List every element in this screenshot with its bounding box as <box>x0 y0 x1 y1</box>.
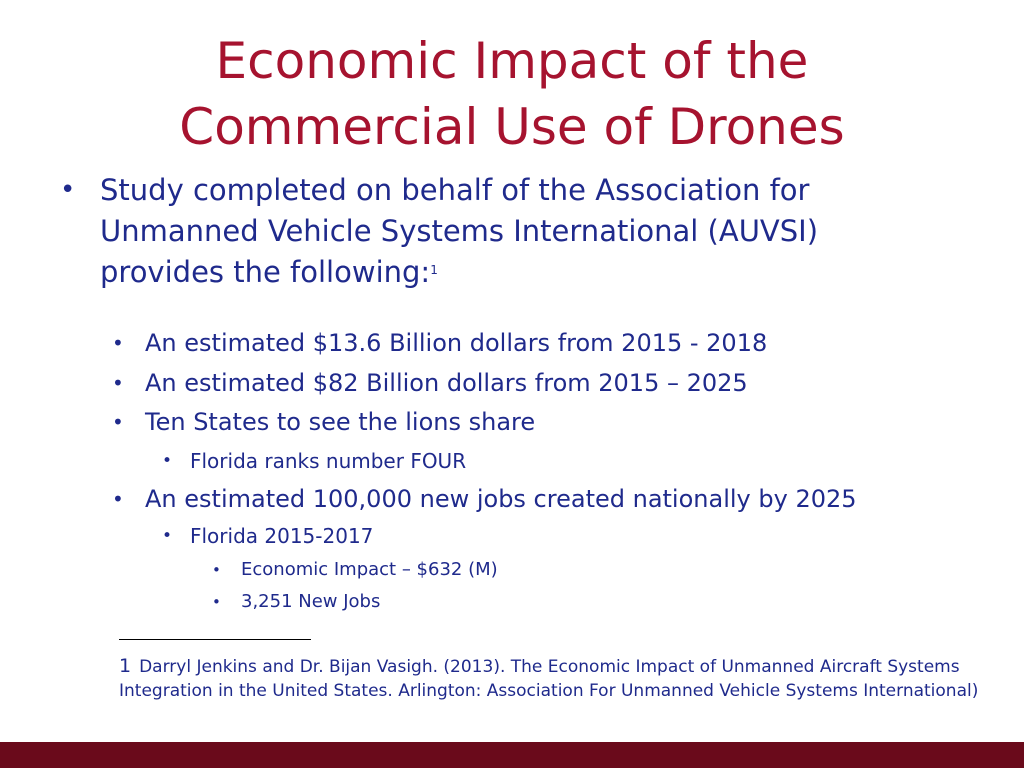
sub-sub-bullet-text: Florida 2015-2017 <box>190 524 374 548</box>
bullet-icon: • <box>212 593 221 611</box>
sub-bullet-text: An estimated 100,000 new jobs created nationally by 2025 <box>145 485 857 513</box>
bottom-accent-bar <box>0 742 1024 768</box>
main-bullet-label: Study completed on behalf of the Association for Unmanned Vehicle Systems International (AUVSI) provides the following: <box>100 173 819 289</box>
bullet-icon: • <box>162 526 173 546</box>
bullet-icon: • <box>112 371 124 395</box>
slide-title <box>60 28 964 160</box>
bullet-icon: • <box>112 331 124 355</box>
third-level-bullet-item <box>212 557 992 583</box>
bullet-icon: • <box>60 175 76 205</box>
sub-bullet-text: Ten States to see the lions share <box>145 408 536 436</box>
bullet-icon: • <box>112 487 124 511</box>
sub-bullet-item <box>112 406 972 438</box>
sub-bullet-text: An estimated $82 Billion dollars from 2015 – 2025 <box>145 369 748 397</box>
slide-title-line-2: Commercial Use of Drones <box>179 98 845 156</box>
sub-sub-bullet-item <box>162 447 982 475</box>
bullet-icon: • <box>212 561 221 579</box>
slide-title-line-1: Economic Impact of the <box>215 32 809 90</box>
footnote-reference: 1 <box>430 263 438 277</box>
sub-sub-bullet-text: Florida ranks number FOUR <box>190 449 467 473</box>
third-level-bullet-text: Economic Impact – $632 (M) <box>241 559 498 580</box>
footnote-number: 1 <box>119 655 132 677</box>
main-bullet-text <box>100 170 940 293</box>
sub-bullet-item <box>112 367 972 399</box>
bullet-icon: • <box>112 410 124 434</box>
third-level-bullet-item <box>212 589 992 615</box>
sub-bullet-item <box>112 327 972 359</box>
footnote-text: Darryl Jenkins and Dr. Bijan Vasigh. (2013). The Economic Impact of Unmanned Aircraft Systems Integration in the United States. Arlington: Association For Unmanned Vehicle Systems International) <box>119 657 979 701</box>
sub-bullet-text: An estimated $13.6 Billion dollars from 2015 - 2018 <box>145 329 768 357</box>
bullet-icon: • <box>162 451 173 471</box>
main-bullet-item <box>60 170 940 293</box>
sub-sub-bullet-item <box>162 522 982 550</box>
footnote <box>119 654 979 703</box>
sub-bullet-item <box>112 483 972 515</box>
third-level-bullet-text: 3,251 New Jobs <box>241 591 381 612</box>
footnote-divider <box>119 639 311 640</box>
